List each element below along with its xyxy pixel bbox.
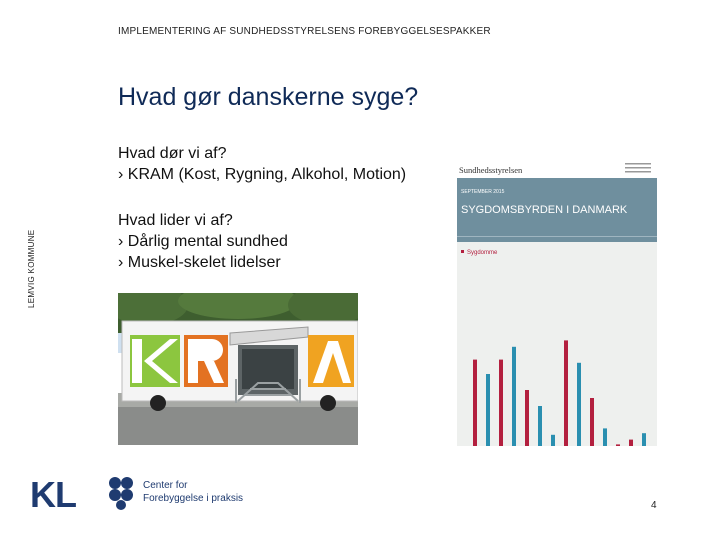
slide-title: Hvad gør danskerne syge? <box>118 83 419 111</box>
question-block-suffering <box>118 210 288 273</box>
report-bar <box>603 428 607 446</box>
report-bar <box>642 433 646 446</box>
report-bar <box>629 440 633 446</box>
report-bar <box>564 340 568 446</box>
organization-side-label: LEMVIG KOMMUNE <box>27 229 36 308</box>
kl-wordmark: KL <box>30 474 76 512</box>
report-bar <box>616 444 620 446</box>
question-block-death <box>118 143 406 185</box>
report-bar <box>551 435 555 446</box>
report-corner-lines <box>625 163 651 173</box>
report-bar <box>525 390 529 446</box>
report-subtitle: Sygdomme <box>467 250 498 256</box>
report-subtitle-marker <box>461 250 464 253</box>
kl-flower-icon <box>109 477 133 510</box>
report-bar <box>590 398 594 446</box>
logo-line-1: Center for <box>143 480 188 491</box>
report-bar <box>473 360 477 446</box>
report-publisher: Sundhedsstyrelsen <box>459 165 523 175</box>
report-cover <box>457 160 657 446</box>
page-number: 4 <box>651 500 657 511</box>
presentation-header: IMPLEMENTERING AF SUNDHEDSSTYRELSENS FOREBYGGELSESPAKKER <box>118 26 491 37</box>
kram-trailer-photo <box>118 293 358 445</box>
question-death: Hvad dør vi af? <box>118 145 227 162</box>
kl-logo <box>30 474 255 512</box>
report-bar <box>499 360 503 446</box>
report-title-rule <box>457 236 657 237</box>
report-bar <box>577 363 581 446</box>
report-bar <box>486 374 490 446</box>
bullet-musculoskeletal: › Muskel-skelet lidelser <box>118 252 288 273</box>
logo-line-2: Forebyggelse i praksis <box>143 493 244 504</box>
report-bar <box>512 347 516 446</box>
report-title: SYGDOMSBYRDEN I DANMARK <box>461 204 628 216</box>
report-bar <box>538 406 542 446</box>
report-date: SEPTEMBER 2015 <box>461 189 505 195</box>
question-suffering: Hvad lider vi af? <box>118 212 233 229</box>
bullet-mental-health: › Dårlig mental sundhed <box>118 231 288 252</box>
bullet-kram: › KRAM (Kost, Rygning, Alkohol, Motion) <box>118 164 406 185</box>
